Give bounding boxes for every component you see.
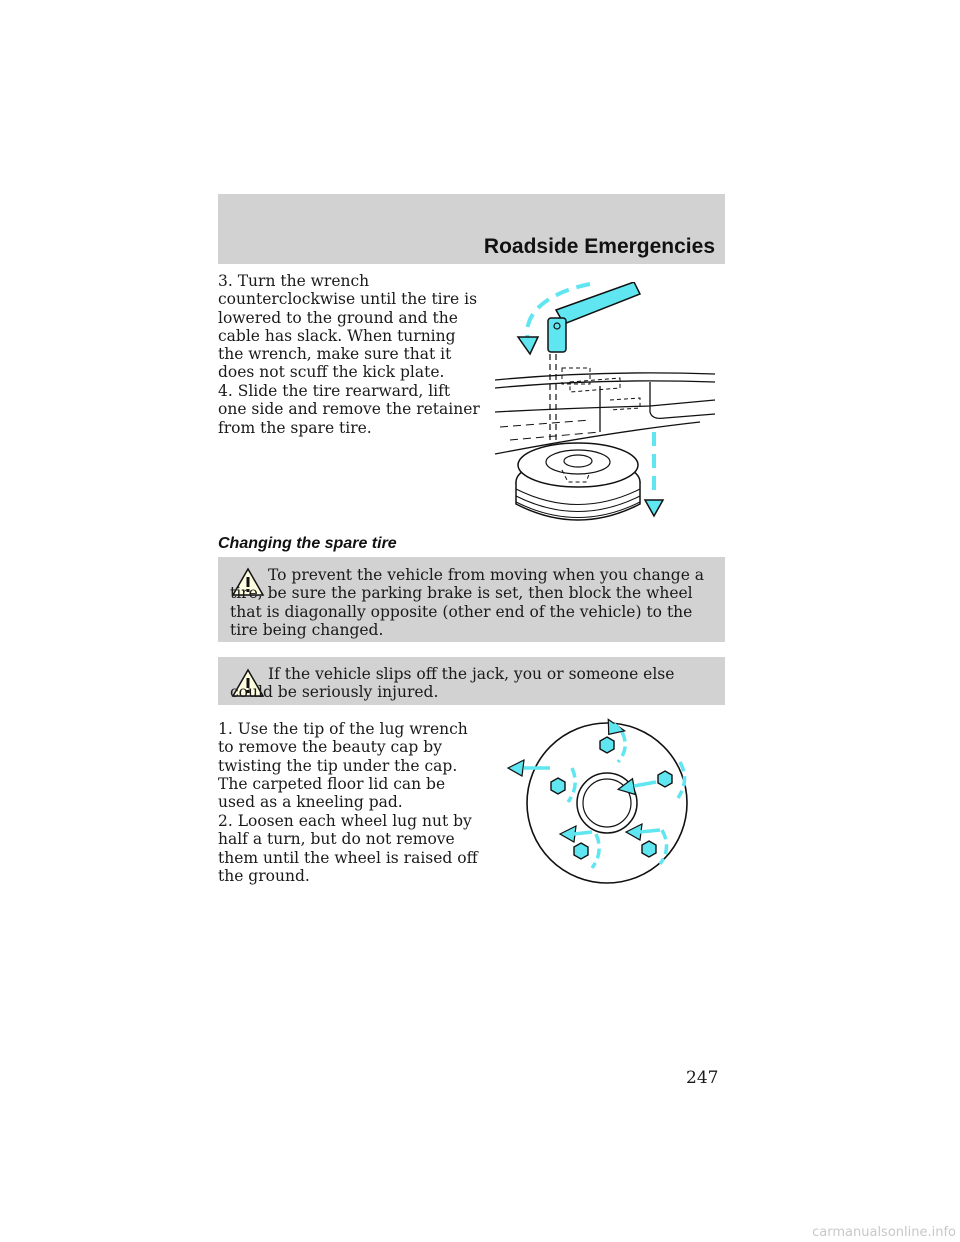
warning-box-parking-brake	[218, 557, 725, 642]
arrow-head-left	[508, 760, 524, 776]
lug-nut-right	[658, 771, 672, 787]
lug-nut-top	[600, 737, 614, 753]
warning-box-jack	[218, 657, 725, 705]
step-2-text: 2. Loosen each wheel lug nut by half a turn, but do not remove them until the wheel is raised off the ground.	[218, 812, 478, 885]
warning-text: If the vehicle slips off the jack, you or someone else could be seriously injured.	[230, 665, 675, 702]
wheel-lug-nut-illustration	[500, 716, 700, 890]
lug-nut-bottom-right	[642, 841, 656, 857]
step-3-text: 3. Turn the wrench counterclockwise until the tire is lowered to the ground and the cable has slack. When turning the wrench, make sure that it does not scuff the kick plate.	[218, 272, 478, 382]
watermark-text: carmanualsonline.info	[812, 1225, 956, 1240]
wrench-handle	[556, 282, 640, 324]
warning-text: To prevent the vehicle from moving when you change a tire, be sure the parking brake is set, then block the wheel that is diagonally opposite (other end of the vehicle) to the tire being changed.	[230, 566, 705, 639]
section-heading: Changing the spare tire	[218, 535, 397, 552]
spare-tire-lowering-illustration	[490, 282, 730, 524]
lug-nut-bottom-left	[574, 843, 588, 859]
section-title: Roadside Emergencies	[483, 235, 715, 258]
down-arrow-head	[645, 500, 663, 516]
lug-nut-left	[551, 778, 565, 794]
page-number: 247	[686, 1068, 719, 1088]
section-header-band	[218, 194, 725, 264]
rotation-arrow-head	[518, 337, 538, 354]
step-4-text: 4. Slide the tire rearward, lift one side and remove the retainer from the spare tire.	[218, 382, 480, 437]
step-1-text: 1. Use the tip of the lug wrench to remove the beauty cap by twisting the tip under the cap. The carpeted floor lid can be used as a kneeling pad.	[218, 720, 468, 812]
